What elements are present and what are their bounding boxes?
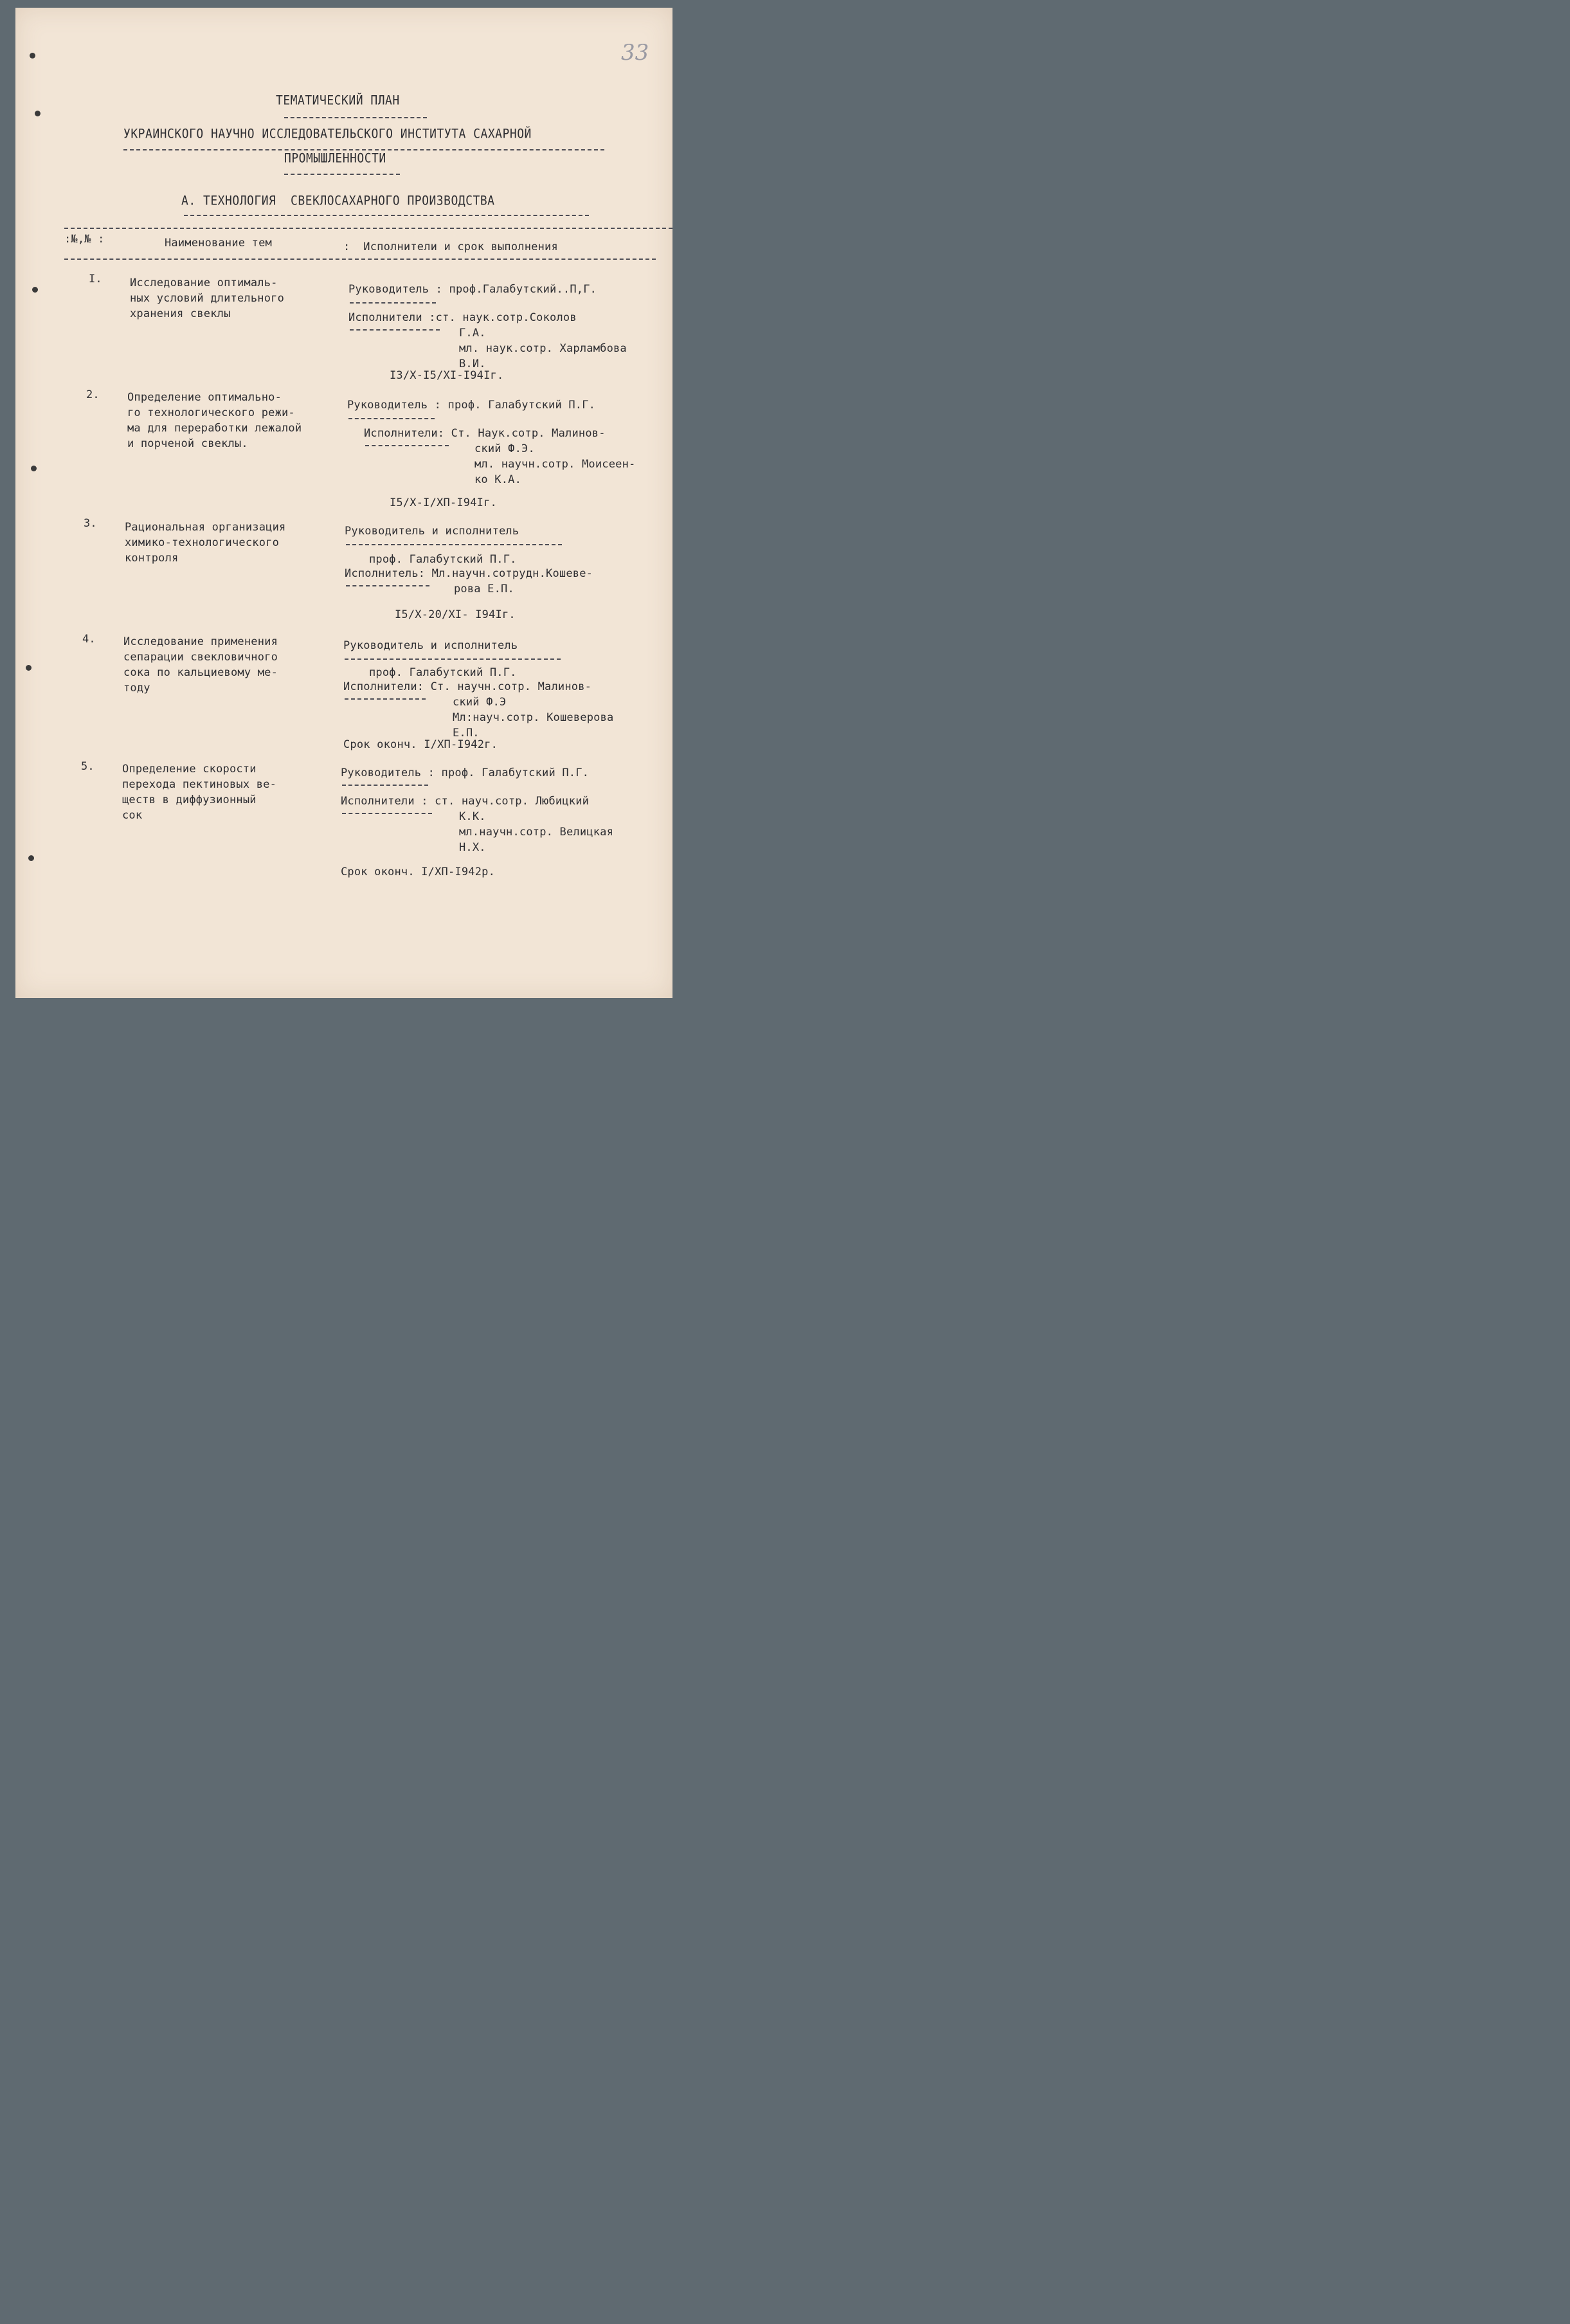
- item-number: 5.: [81, 760, 95, 773]
- performers-underline: [365, 445, 449, 446]
- title-underline: [284, 117, 427, 118]
- item-lead: Руководитель : проф. Галабутский П.Г.: [347, 399, 596, 412]
- item-number: 3.: [84, 517, 97, 530]
- item-performers: К.К.: [459, 810, 486, 823]
- institute-name: УКРАИНСКОГО НАУЧНО ИССЛЕДОВАТЕЛЬСКОГО ИНСТИТУТА САХАРНОЙ: [123, 127, 532, 141]
- item-performers: Е.П.: [453, 727, 480, 740]
- section-title: А. ТЕХНОЛОГИЯ СВЕКЛОСАХАРНОГО ПРОИЗВОДСТВА: [181, 194, 495, 208]
- item-lead: Руководитель : проф. Галабутский П.Г.: [341, 767, 590, 779]
- item-performers: рова Е.П.: [454, 583, 514, 595]
- item-term: I5/X-I/XП-I94Iг.: [390, 496, 497, 509]
- item-title-line: контроля: [125, 552, 179, 565]
- item-lead: Руководитель и исполнитель: [345, 525, 519, 538]
- item-title-line: ма для переработки лежалой: [127, 422, 302, 435]
- column-num: :№,№ :: [64, 233, 105, 246]
- institute-underline-2: [284, 174, 400, 175]
- item-title-line: сок: [122, 809, 143, 822]
- item-title-line: Определение скорости: [122, 763, 257, 776]
- item-number: I.: [89, 273, 102, 286]
- item-title-line: перехода пектиновых ве-: [122, 778, 277, 791]
- item-term: Срок оконч. I/XП-I942г.: [343, 738, 498, 751]
- item-title-line: ных условий длительного: [130, 292, 285, 305]
- item-title-line: сока по кальциевому ме-: [123, 666, 278, 679]
- item-title-line: Определение оптимально-: [127, 391, 282, 404]
- document-page: [15, 8, 672, 998]
- punch-hole: [35, 111, 41, 116]
- document-title: ТЕМАТИЧЕСКИЙ ПЛАН: [276, 93, 400, 108]
- lead-underline: [350, 302, 436, 304]
- item-performers: Г.А.: [459, 327, 486, 340]
- item-lead: Руководитель : проф.Галабутский..П,Г.: [348, 283, 597, 296]
- item-performers: Исполнители :ст. наук.сотр.Соколов: [348, 311, 577, 324]
- institute-underline: [123, 149, 604, 150]
- lead-underline: [345, 658, 561, 660]
- item-performers: ский Ф.Э.: [474, 442, 535, 455]
- lead-underline: [346, 544, 562, 545]
- performers-underline: [345, 698, 426, 700]
- item-title-line: химико-технологического: [125, 536, 280, 549]
- institute-name-cont: ПРОМЫШЛЕННОСТИ: [284, 151, 386, 166]
- table-header-rule: [64, 259, 656, 260]
- item-title-line: тоду: [123, 682, 150, 694]
- performers-underline: [350, 329, 440, 331]
- item-title-line: сепарации свекловичного: [123, 651, 278, 664]
- lead-underline: [348, 418, 435, 419]
- punch-hole: [30, 53, 35, 59]
- column-name: Наименование тем: [165, 237, 272, 250]
- item-performers: В.И.: [459, 358, 486, 370]
- item-title-line: ществ в диффузионный: [122, 794, 257, 806]
- item-performers: Исполнитель: Мл.научн.сотрудн.Кошеве-: [345, 567, 593, 580]
- item-performers: Исполнители: Ст. научн.сотр. Малинов-: [343, 680, 592, 693]
- table-top-rule: [64, 228, 672, 229]
- item-title-line: Исследование оптималь-: [130, 277, 278, 289]
- item-lead-name: проф. Галабутский П.Г.: [369, 666, 517, 679]
- item-performers: Исполнители : ст. науч.сотр. Любицкий: [341, 795, 590, 808]
- item-title-line: го технологического режи-: [127, 406, 295, 419]
- item-performers: ский Ф.Э: [453, 696, 507, 709]
- item-title-line: хранения свеклы: [130, 307, 231, 320]
- item-number: 2.: [86, 388, 100, 401]
- item-performers: мл. наук.сотр. Харламбова: [459, 342, 627, 355]
- item-term: Срок оконч. I/XП-I942р.: [341, 866, 496, 878]
- item-lead: Руководитель и исполнитель: [343, 639, 518, 652]
- page-number: 33: [621, 40, 649, 66]
- item-performers: Исполнители: Ст. Наук.сотр. Малинов-: [364, 427, 606, 440]
- item-performers: ко К.А.: [474, 473, 522, 486]
- punch-hole: [28, 855, 34, 861]
- item-title-line: Исследование применения: [123, 635, 278, 648]
- item-title-line: и порченой свеклы.: [127, 437, 248, 450]
- item-performers: мл. научн.сотр. Моисеен-: [474, 458, 636, 471]
- item-performers: Мл:науч.сотр. Кошеверова: [453, 711, 614, 724]
- section-underline: [184, 215, 589, 216]
- performers-underline: [346, 585, 429, 586]
- performers-underline: [342, 813, 432, 814]
- column-performers: : Исполнители и срок выполнения: [343, 241, 558, 253]
- item-number: 4.: [82, 633, 96, 646]
- item-term: I5/X-20/XI- I94Iг.: [395, 608, 516, 621]
- lead-underline: [342, 785, 428, 786]
- punch-hole: [32, 287, 38, 293]
- item-term: I3/X-I5/XI-I94Iг.: [390, 369, 504, 382]
- item-performers: Н.Х.: [459, 841, 486, 854]
- item-performers: мл.научн.сотр. Велицкая: [459, 826, 614, 839]
- punch-hole: [31, 466, 37, 471]
- punch-hole: [26, 665, 32, 671]
- item-title-line: Рациональная организация: [125, 521, 286, 534]
- item-lead-name: проф. Галабутский П.Г.: [369, 553, 517, 566]
